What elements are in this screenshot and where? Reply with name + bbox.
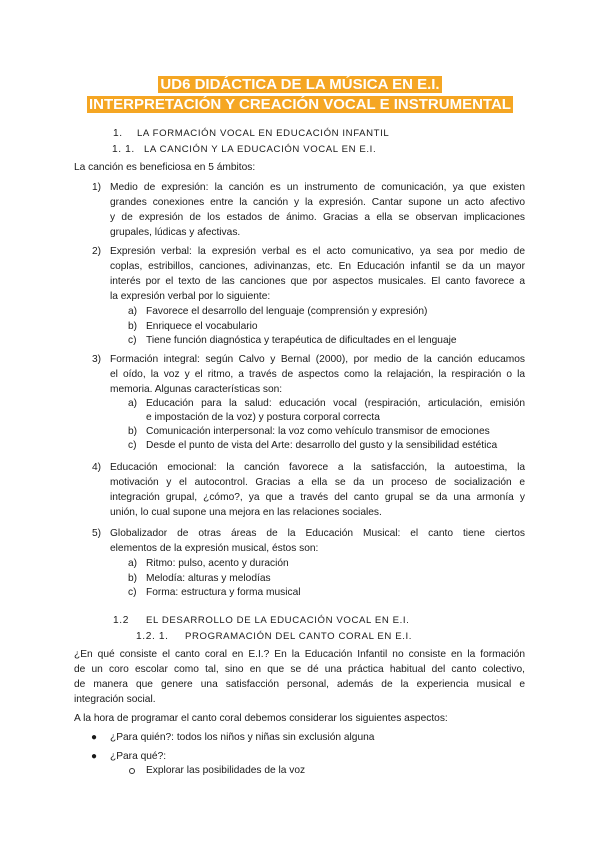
list-number: 1) bbox=[92, 182, 102, 193]
subsection-heading: LA CANCIÓN Y LA EDUCACIÓN VOCAL EN E.I. bbox=[144, 144, 377, 155]
paragraph-line: Medio de expresión: la canción es un instrumento de comunicación, ya que existen bbox=[110, 182, 525, 193]
paragraph-line: y de expresión de los estados de ánimo. Gracias a ella se observan implicaciones bbox=[110, 212, 525, 223]
paragraph-line: Globalizador de otras áreas de la Educación Musical: el canto tiene ciertos bbox=[110, 528, 525, 539]
paragraph-line: interés por el texto de las canciones que por aspectos musicales. El canto favorece a bbox=[110, 276, 525, 287]
bullet-item: ¿Para qué?: bbox=[110, 751, 167, 762]
paragraph-line: integración social. bbox=[74, 694, 156, 705]
sublist-letter: a) bbox=[128, 558, 138, 569]
paragraph-line: grandes conexiones entre la canción y la expresión. Cantar supone un acto afectivo bbox=[110, 197, 525, 208]
list-number: 2) bbox=[92, 246, 102, 257]
paragraph-line: coplas, estribillos, canciones, adivinanzas, etc. En Educación infantil se da un mayor bbox=[110, 261, 525, 272]
sublist-item: Tiene función diagnóstica y terapéutica de dificultades en el lenguaje bbox=[146, 335, 457, 346]
sublist-letter: c) bbox=[128, 335, 137, 346]
sublist-letter: b) bbox=[128, 426, 138, 437]
sublist-item: Enriquece el vocabulario bbox=[146, 321, 258, 332]
bullet-icon: ● bbox=[91, 751, 98, 762]
subsection-number: 1. 1. bbox=[112, 144, 135, 155]
aspects-intro: A la hora de programar el canto coral debemos considerar los siguientes aspectos: bbox=[74, 713, 448, 724]
paragraph-line: Expresión verbal: la expresión verbal es el acto comunicativo, ya sea por medio de bbox=[110, 246, 525, 257]
sublist-letter: b) bbox=[128, 573, 138, 584]
document-title-line-1: UD6 DIDÁCTICA DE LA MÚSICA EN E.I. bbox=[160, 76, 440, 93]
sub-bullet-item: Explorar las posibilidades de la voz bbox=[146, 765, 306, 776]
paragraph-line: Formación integral: según Calvo y Bernal (2000), por medio de la canción educamos bbox=[110, 354, 525, 365]
paragraph-line: unión, lo cual supone una mejora en las relaciones sociales. bbox=[110, 507, 382, 518]
sublist-letter: c) bbox=[128, 587, 137, 598]
sublist-item: Melodía: alturas y melodías bbox=[146, 573, 271, 584]
subsection-heading: PROGRAMACIÓN DEL CANTO CORAL EN E.I. bbox=[185, 631, 413, 642]
paragraph-line: la expresión verbal por lo siguiente: bbox=[110, 291, 271, 302]
sublist-item: Comunicación interpersonal: la voz como vehículo transmisor de emociones bbox=[146, 426, 490, 437]
paragraph-line: motivación y el autocontrol. Gracias a ella se da un proceso de socialización e bbox=[110, 477, 525, 488]
paragraph-line: elementos de la expresión musical, éstos son: bbox=[110, 543, 319, 554]
document-title-line-2: INTERPRETACIÓN Y CREACIÓN VOCAL E INSTRUMENTAL bbox=[89, 96, 511, 113]
sublist-letter: a) bbox=[128, 398, 138, 409]
subsection-number: 1.2. 1. bbox=[136, 631, 169, 642]
sublist-item: Educación para la salud: educación vocal (respiración, articulación, emisión bbox=[146, 398, 525, 409]
sublist-item: Ritmo: pulso, acento y duración bbox=[146, 558, 289, 569]
section-number: 1. bbox=[113, 128, 123, 139]
sublist-letter: c) bbox=[128, 440, 137, 451]
section-heading: EL DESARROLLO DE LA EDUCACIÓN VOCAL EN E.I. bbox=[146, 615, 410, 626]
paragraph-line: integración grupal, ¿cómo?, ya que a través del canto grupal se da una armonía y bbox=[110, 492, 525, 503]
paragraph-line: de manera que genere una satisfacción personal, además de la experiencia musical e bbox=[74, 679, 525, 690]
paragraph-line: memoria. Algunas características son: bbox=[110, 384, 283, 395]
paragraph-line: de un coro escolar como tal, sino en que se dé una práctica habitual del canto colectivo, bbox=[74, 664, 525, 675]
sublist-item: e impostación de la voz) y postura corporal correcta bbox=[146, 412, 380, 423]
paragraph-line: el oído, la voz y el ritmo, a través de aspectos como la relajación, la respiración o la bbox=[110, 369, 525, 380]
sublist-item: Desde el punto de vista del Arte: desarrollo del gusto y la sensibilidad estética bbox=[146, 440, 498, 451]
circle-bullet-icon bbox=[129, 768, 135, 774]
intro-text: La canción es beneficiosa en 5 ámbitos: bbox=[74, 162, 256, 173]
list-number: 4) bbox=[92, 462, 102, 473]
sublist-item: Forma: estructura y forma musical bbox=[146, 587, 301, 598]
paragraph-line: grupales, lúdicas y afectivas. bbox=[110, 227, 241, 238]
bullet-icon: ● bbox=[91, 732, 98, 743]
paragraph-line: Educación emocional: la canción favorece a la satisfacción, la autoestima, la bbox=[110, 462, 525, 473]
section-heading: LA FORMACIÓN VOCAL EN EDUCACIÓN INFANTIL bbox=[137, 128, 390, 139]
sublist-letter: a) bbox=[128, 306, 138, 317]
bullet-item: ¿Para quién?: todos los niños y niñas sin exclusión alguna bbox=[110, 732, 375, 743]
sublist-item: Favorece el desarrollo del lenguaje (comprensión y expresión) bbox=[146, 306, 428, 317]
list-number: 3) bbox=[92, 354, 102, 365]
sublist-letter: b) bbox=[128, 321, 138, 332]
list-number: 5) bbox=[92, 528, 102, 539]
paragraph-line: ¿En qué consiste el canto coral en E.I.? En la Educación Infantil no consiste en la formación bbox=[74, 649, 525, 660]
section-number: 1.2 bbox=[113, 615, 129, 626]
